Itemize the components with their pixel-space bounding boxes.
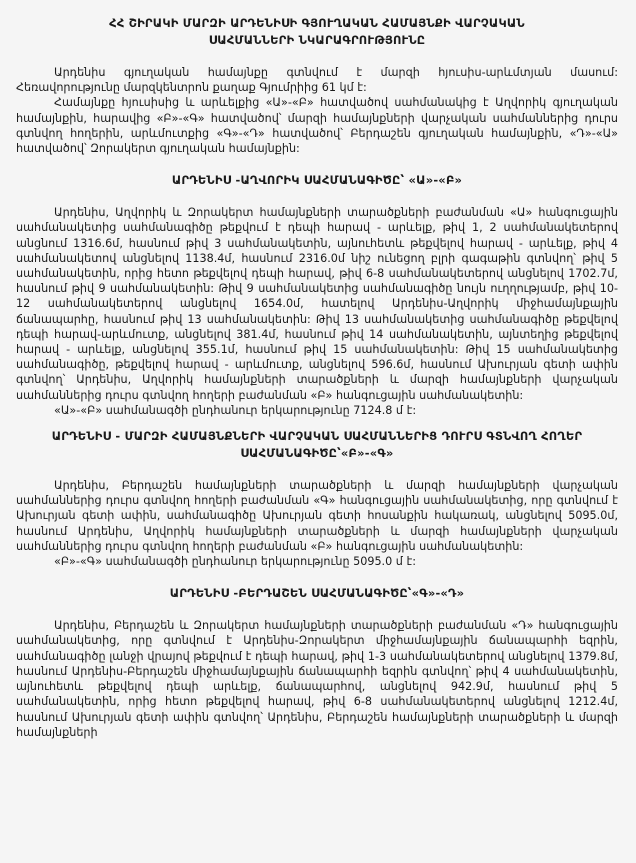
section-heading-b-g-line-2: ՍԱՀՄԱՆԱԳԻԾԸ՝«Բ»-«Գ» bbox=[240, 446, 394, 461]
section-body-b-g: Արդենիս, Բերդաշեն համայնքների տարածքների և մարզի համայնքների վարչական սահմաններից դուրս գտնվող հողերի բաժանման «Գ» հանգուցային սահմանակետից, որը գտնվում է Ախուրյան գետի ափին, սահմանագիծը Ախուրյան գետի հոսանքին հակառակ, անցնելով 5095.0մ, հասնում Արդենիս, Աղվորիկ համայնքների տարածքների և մարզի համայնքների վարչական սահմաններից դուրս գտնվող հողերի բաժանման «Բ» հանգուցային սահմանակետին: bbox=[16, 479, 618, 553]
title-line-2: ՍԱՀՄԱՆՆԵՐԻ ՆԿԱՐԱԳՐՈՒԹՅՈՒՆԸ bbox=[208, 33, 426, 47]
section-heading-b-g bbox=[16, 428, 618, 462]
intro-paragraph-2: Համայնքը հյուսիսից և արևելքից «Ա»-«Բ» հատվածով սահմանակից է Աղվորիկ գյուղական համայնքին, հարավից «Բ»-«Գ» հատվածով՝ մարզի համայնքների վարչական սահմաններից դուրս գտնվող հողերին, արևմուտքից «Գ»-«Դ» հատվածով՝ Բերդաշեն գյուղական համայնքին, «Դ»-«Ա» հատվածով՝ Զորակերտ գյուղական համայնքին: bbox=[16, 96, 618, 156]
section-heading-g-d: ԱՐԴԵՆԻՍ -ԲԵՐԴԱՇԵՆ ՍԱՀՄԱՆԱԳԻԾԸ՝«Գ»-«Դ» bbox=[169, 586, 465, 601]
intro-paragraph-1: Արդենիս գյուղական համայնքը գտնվում է մարզի հյուսիս-արևմտյան մասում: Հեռավորությունը մարզկենտրոն քաղաք Գյումրիից 61 կմ է: bbox=[16, 66, 618, 95]
section-body-g-d: Արդենիս, Բերդաշեն և Զորակերտ համայնքների տարածքների բաժանման «Դ» հանգուցային սահմանակետից, որը գտնվում է Արդենիս-Զորակերտ միջհամայնքային ճանապարհի եզրին, սահմանագիծը լանջի վրայով թեքվում է դեպի հարավ, թիվ 1-3 սահմանակետերով անցնելով 1379.8մ, հասնում Արդենիս-Բերդաշեն միջհամայնքային ճանապարհի եզրին գտնվող՝ թիվ 4 սահմանակետին, այնուհետև թեքվելով դեպի արևելք, ճանապարհով, անցնելով 942.9մ, հասնում թիվ 5 սահմանակետին, որից հետո թեքվելով հարավ, թիվ 6-8 սահմանակետերով անցնելով 1212.4մ, հասնում Ախուրյան գետի ափին գտնվող՝ Արդենիս, Բերդաշեն համայնքների տարածքների և մարզի համայնքների bbox=[16, 619, 618, 739]
section-body-a-b: Արդենիս, Աղվորիկ և Զորակերտ համայնքների տարածքների բաժանման «Ա» հանգուցային սահմանակետից սահմանագիծը թեքվում է դեպի հարավ - արևելք, թիվ 1, 2 սահմանակետերով անցնում 1316.6մ, հասնում թիվ 3 սահմանակետին, այնուհետև թեքվելով հարավ - արևելք, թիվ 4 սահմանակետով անցնելով 1138.4մ, հասնում 2316.0մ նիշ ունեցող բլրի գագաթին գտնվող՝ թիվ 5 սահմանակետին, որից հետո թեքվելով դեպի հարավ, թիվ 6-8 սահմանակետերով անցնելով 1702.7մ, հասնում թիվ 9 սահմանակետին: Թիվ 9 սահմանակետից սահմանագիծը նույն ուղղությամբ, թիվ 10-12 սահմանակետերով անցնելով 1654.0մ, հատելով Արդենիս-Աղվորիկ միջհամայնքային ճանապարհը, հասնում թիվ 13 սահմանակետին: Թիվ 13 սահմանակետից սահմանագիծը թեքվելով դեպի հարավ-արևմուտք, անցնելով 381.4մ, հասնում թիվ 14 սահմանակետին, այնտեղից թեքվելով հարավ - արևելք, անցնելով 355.1մ, հասնում թիվ 15 սահմանակետին: Թիվ 15 սահմանակետից սահմանագիծը, թեքվելով հարավ - արևմուտք, անցնելով 596.6մ, հասնում Ախուրյան գետի ափին գտնվող՝ Արդենիս, Աղվորիկ համայնքների տարածքների և մարզի համայնքների վարչական սահմաններից դուրս գտնվող հողերի բաժանման «Բ» հանգուցային սահմանակետին: bbox=[16, 206, 618, 402]
section-heading-b-g-line-1: ԱՐԴԵՆԻՍ - ՄԱՐԶԻ ՀԱՄԱՅՆՔՆԵՐԻ ՎԱՐՉԱԿԱՆ ՍԱՀՄԱՆՆԵՐԻՑ ԴՈՒՐՍ ԳՏՆՎՈՂ ՀՈՂԵՐ bbox=[51, 429, 583, 444]
section-total-a-b: «Ա»-«Բ» սահմանագծի ընդհանուր երկարությունը 7124.8 մ է: bbox=[54, 403, 417, 417]
document-title bbox=[16, 0, 618, 49]
title-line-1: ՀՀ ՇԻՐԱԿԻ ՄԱՐԶԻ ԱՐԴԵՆԻՍԻ ԳՅՈՒՂԱԿԱՆ ՀԱՄԱՅՆՔԻ ՎԱՐՉԱԿԱՆ bbox=[109, 16, 525, 30]
section-heading-a-b: ԱՐԴԵՆԻՍ -ԱՂՎՈՐԻԿ ՍԱՀՄԱՆԱԳԻԾԸ՝ «Ա»-«Բ» bbox=[171, 173, 463, 188]
section-total-b-g: «Բ»-«Գ» սահմանագծի ընդհանուր երկարությունը 5095.0 մ է: bbox=[54, 555, 416, 569]
